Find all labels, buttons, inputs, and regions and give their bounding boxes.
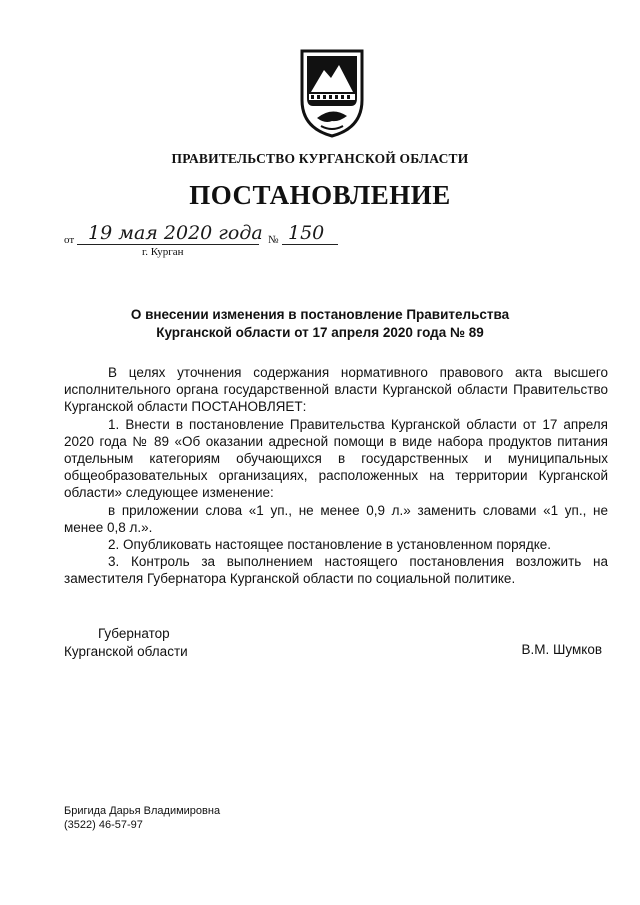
number-underline bbox=[282, 244, 338, 245]
executor-phone: (3522) 46-57-97 bbox=[64, 819, 143, 831]
heading-line-1: О внесении изменения в постановление Правительства bbox=[130, 307, 510, 322]
heading-line-2: Курганской области от 17 апреля 2020 года № 89 bbox=[156, 325, 484, 340]
document-heading bbox=[0, 306, 640, 342]
signatory-title-line-1: Губернатор bbox=[98, 626, 170, 641]
document-title: ПОСТАНОВЛЕНИЕ bbox=[189, 180, 451, 210]
number-handwritten: 150 bbox=[288, 222, 325, 244]
document-body bbox=[64, 364, 608, 588]
paragraph-item-1: 1. Внести в постановление Правительства Курганской области от 17 апреля 2020 года № 89 «Об оказании адресной помощи в виде набора продуктов питания отдельным категориям обучающихся в государственных и муниципальных общеобразовательных организациях, расположенных на территории Курганской области» следующее изменение: bbox=[64, 416, 608, 501]
paragraph-preamble: В целях уточнения содержания нормативного правового акта высшего исполнительного органа государственной власти Курганской области Правительство Курганской области ПОСТАНОВЛЯЕТ: bbox=[64, 365, 608, 415]
number-label: № bbox=[268, 234, 279, 246]
from-label: от bbox=[64, 234, 75, 246]
government-name: ПРАВИТЕЛЬСТВО КУРГАНСКОЙ ОБЛАСТИ bbox=[171, 151, 469, 166]
executor-info bbox=[64, 804, 220, 832]
paragraph-item-2: 2. Опубликовать настоящее постановление в установленном порядке. bbox=[108, 537, 552, 553]
city-label: г. Курган bbox=[142, 246, 184, 258]
executor-name: Бригида Дарья Владимировна bbox=[64, 805, 221, 817]
paragraph-item-3: 3. Контроль за выполнением настоящего постановления возложить на заместителя Губернатора Курганской области по социальной политике. bbox=[64, 554, 608, 587]
signatory-title-line-2: Курганской области bbox=[64, 644, 188, 659]
signatory-title bbox=[64, 625, 188, 661]
coat-of-arms-icon bbox=[299, 48, 365, 138]
date-underline bbox=[77, 244, 259, 245]
date-handwritten: 19 мая 2020 года bbox=[88, 222, 263, 244]
paragraph-item-1-change: в приложении слова «1 уп., не менее 0,9 л.» заменить словами «1 уп., не менее 0,8 л.». bbox=[64, 502, 608, 535]
signatory-name: В.М. Шумков bbox=[521, 642, 602, 657]
